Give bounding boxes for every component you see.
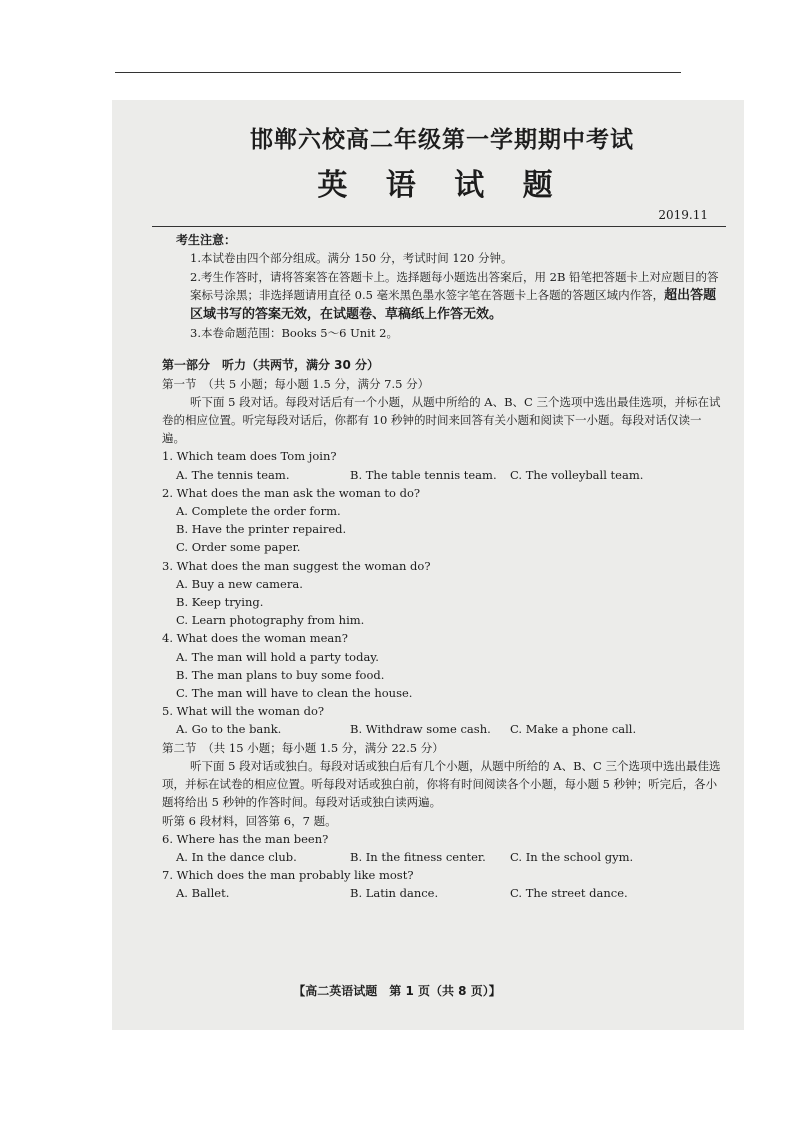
question-text: 5. What will the woman do?: [162, 704, 325, 719]
section2-heading: 第二节 （共 15 小题；每小题 1.5 分，满分 22.5 分）: [162, 740, 444, 755]
option-b: B. Have the printer repaired.: [176, 522, 347, 537]
question-text: 2. What does the man ask the woman to do?: [162, 485, 421, 500]
question-4: [162, 629, 722, 702]
option-b: B. Withdraw some cash.: [350, 722, 491, 737]
option-a: A. In the dance club.: [176, 849, 297, 864]
option-b: B. The table tennis team.: [350, 467, 497, 482]
page-footer: 【高二英语试题 第 1 页（共 8 页）】: [293, 984, 501, 998]
option-a: A. Ballet.: [176, 886, 230, 901]
material-6-heading: 听第 6 段材料，回答第 6，7 题。: [162, 813, 337, 828]
question-text: 1. Which team does Tom join?: [162, 449, 337, 464]
subject-title: 英 语 试 题: [317, 168, 567, 203]
question-7: [162, 866, 722, 902]
option-b: B. Latin dance.: [350, 886, 439, 901]
section1-instructions: 听下面 5 段对话。每段对话后有一个小题，从题中所给的 A、B、C 三个选项中选出最佳选项，并标在试卷的相应位置。听完每段对话后，你都有 10 秒钟的时间来回答有关小题和阅读下一小题。每段对话仅读一遍。: [162, 394, 721, 446]
question-1: [162, 447, 722, 483]
top-rule: [115, 72, 681, 73]
exam-date: 2019.11: [658, 208, 708, 222]
section2-instructions: 听下面 5 段对话或独白。每段对话或独白后有几个小题，从题中所给的 A、B、C 三个选项中选出最佳选项，并标在试卷的相应位置。听每段对话或独白前，你将有时间阅读各个小题，每小题 5 秒钟；听完后，各小题将给出 5 秒钟的作答时间。每段对话或独白读两遍。: [162, 758, 721, 810]
option-a: A. Buy a new camera.: [176, 576, 303, 591]
header-rule: [152, 226, 726, 227]
notice-item-1: 1.本试卷由四个部分组成。满分 150 分，考试时间 120 分钟。: [190, 251, 513, 266]
question-text: 7. Which does the man probably like most?: [162, 868, 414, 883]
question-2: [162, 484, 722, 557]
option-a: A. The tennis team.: [176, 467, 290, 482]
option-b: B. In the fitness center.: [350, 849, 486, 864]
question-3: [162, 557, 722, 630]
option-a: A. Complete the order form.: [176, 504, 341, 519]
question-6: [162, 830, 722, 866]
option-b: B. Keep trying.: [176, 595, 264, 610]
exam-content: [162, 112, 722, 903]
exam-title: 邯郸六校高二年级第一学期期中考试: [250, 127, 634, 153]
option-b: B. The man plans to buy some food.: [176, 667, 385, 682]
question-text: 4. What does the woman mean?: [162, 631, 348, 646]
question-5: [162, 702, 722, 738]
notice-list: [162, 249, 722, 342]
notice-item-2: 2.考生作答时，请将答案答在答题卡上。选择题每小题选出答案后，用 2B 铅笔把答题卡上对应题目的答案标号涂黑；非选择题请用直径 0.5 毫米黑色墨水签字笔在答题卡上各题的答题区域内作答，超出答题区域书写的答案无效，在试题卷、草稿纸上作答无效。: [190, 269, 719, 323]
option-a: A. The man will hold a party today.: [176, 649, 379, 664]
option-c: C. Order some paper.: [176, 540, 301, 555]
option-c: C. The volleyball team.: [510, 467, 644, 482]
notice-item-3: 3.本卷命题范围：Books 5～6 Unit 2。: [190, 326, 398, 341]
option-a: A. Go to the bank.: [176, 722, 282, 737]
question-text: 3. What does the man suggest the woman do?: [162, 558, 431, 573]
question-text: 6. Where has the man been?: [162, 831, 329, 846]
section1-heading: 第一节 （共 5 小题；每小题 1.5 分，满分 7.5 分）: [162, 376, 430, 391]
option-c: C. Learn photography from him.: [176, 613, 365, 628]
part1-heading: 第一部分 听力（共两节，满分 30 分）: [162, 358, 380, 373]
option-c: C. In the school gym.: [510, 849, 634, 864]
option-c: C. The man will have to clean the house.: [176, 686, 413, 701]
notice-heading: 考生注意：: [176, 233, 237, 248]
option-c: C. Make a phone call.: [510, 722, 637, 737]
option-c: C. The street dance.: [510, 886, 628, 901]
notice-bold: 超出答题区域书写的答案无效，在试题卷、草稿纸上作答无效。: [190, 287, 717, 323]
